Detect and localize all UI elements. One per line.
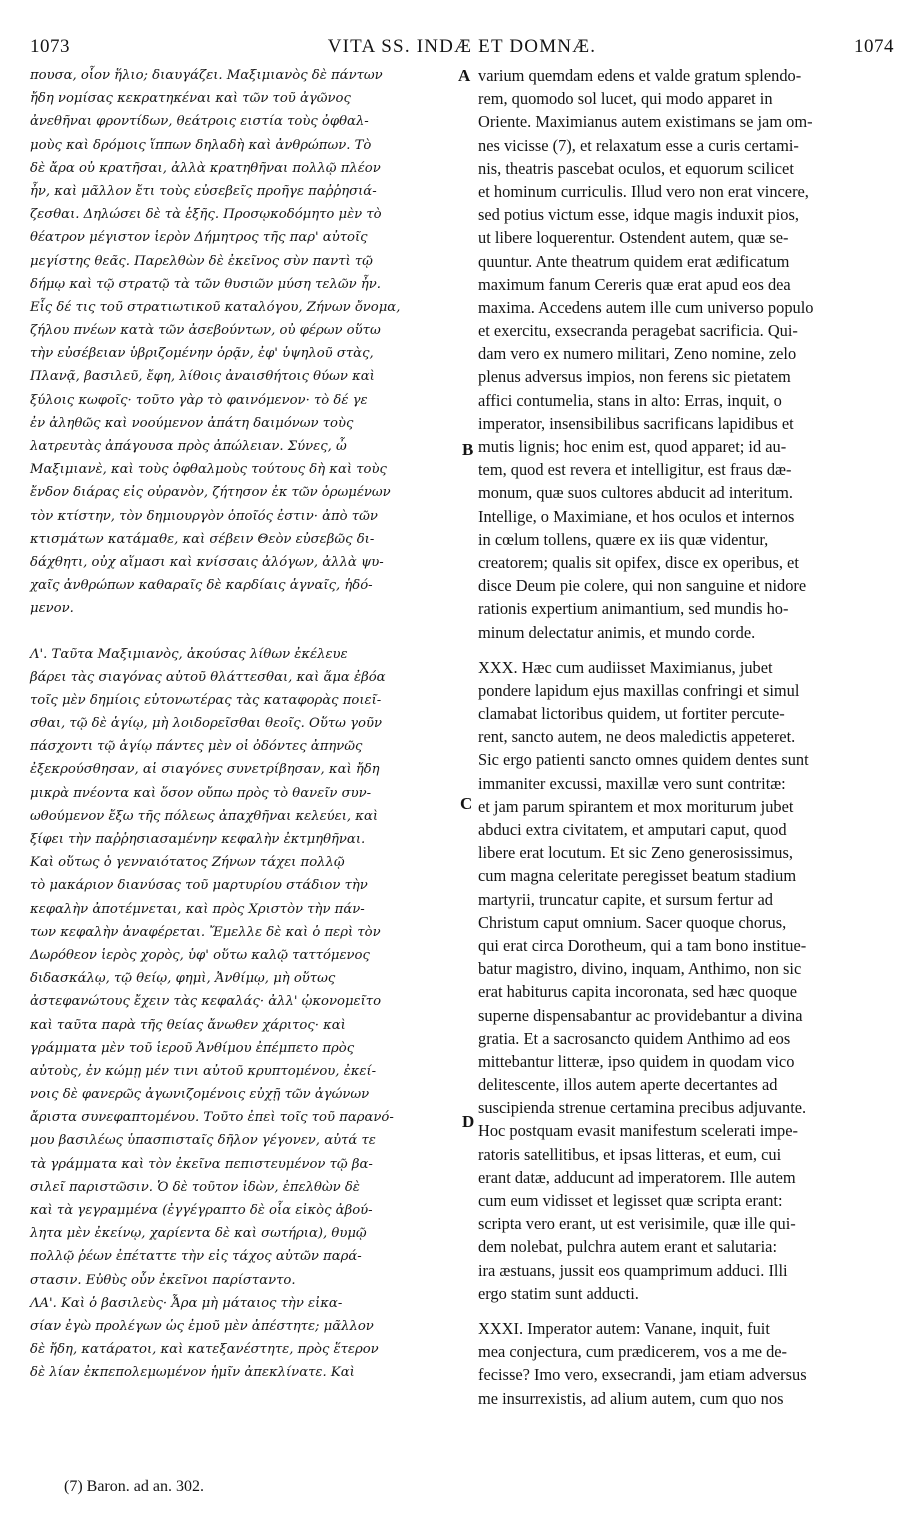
latin-text-paragraph-gap <box>478 644 896 656</box>
greek-text-line: σιλεῖ παριστῶσιν. Ὁ δὲ τοῦτον ἰδὼν, ἐπελθὼν δὲ <box>30 1179 360 1195</box>
latin-text-line: quuntur. Ante theatrum quidem erat ædificatum <box>478 251 790 271</box>
latin-text-line: erat habiturus capita incoronata, sed hæc quoque <box>478 982 798 1002</box>
running-header <box>30 36 894 66</box>
latin-text-line: monum, quæ suos cultores abducit ad interitum. <box>478 483 794 503</box>
latin-text-line: maxima. Accedens autem ille cum universo populo <box>478 297 814 317</box>
greek-text-line: ἀστεφανώτους ἔχειν τὰς κεφαλάς· ἀλλ' ᾠκονομεῖτο <box>30 994 382 1010</box>
greek-text-line: μεγίστης θεᾶς. Παρελθὼν δὲ ἐκεῖνος σὺν παντὶ τῷ <box>30 253 373 269</box>
latin-text-line: libere erat locutum. Et sic Zeno generosissimus, <box>478 843 793 863</box>
latin-text-line: mutis lignis; hoc enim est, quod apparet; id au- <box>478 437 787 456</box>
page-number-right: 1074 <box>854 36 894 57</box>
greek-text-line: Λ'. Ταῦτα Μαξιμιανὸς, ἀκούσας λίθων ἐκέλευε <box>30 646 348 662</box>
greek-text-line: τὸν κτίστην, τὸν δημιουργὸν ὁποῖός ἐστιν· ἀπὸ τῶν <box>30 508 378 524</box>
latin-text-line: maximum fanum Cereris quæ erat apud eos dea <box>478 274 791 294</box>
latin-text-line: Sic ergo patienti sancto omnes quidem dentes sunt <box>478 750 809 770</box>
greek-text-line: ἀνεθῆναι φροντίδων, θεάτροις ειστία τοὺς ὀφθαλ- <box>30 114 369 130</box>
greek-text-line: πάσχοντι τῷ ἁγίῳ πάντες μὲν οἱ ὀδόντες ἀπηνῶς <box>30 739 363 755</box>
greek-text-line: μικρὰ πνέοντα καὶ ὅσον οὔπω πρὸς τὸ θανεῖν συν- <box>30 785 372 801</box>
latin-text-line: rent, sancto autem, ne deos maledictis appeteret. <box>478 727 796 747</box>
latin-text-line: clamabat lictoribus quidem, ut fortiter percute- <box>478 704 785 724</box>
greek-text-line: τὴν εὐσέβειαν ὑβριζομένην ὁρᾷν, ἐφ' ὑψηλοῦ στὰς, <box>30 346 374 362</box>
greek-text-line: ἄριστα συνεφαπτομένου. Τοῦτο ἐπεὶ τοῖς τοῦ παρανό- <box>30 1110 394 1126</box>
latin-text-line: suscipienda strenue certamina precibus adjuvante. <box>478 1098 807 1118</box>
greek-text-line: ἔνδον διάρας εἰς οὐρανὸν, ζήτησον ἐκ τῶν ὁρωμένων <box>30 485 391 501</box>
greek-text-line: δάχθητι, οὐχ αἵμασι καὶ κνίσσαις ἀλόγων, ἀλλὰ ψυ- <box>30 554 384 570</box>
latin-text-line: batur magistro, divino, inquam, Anthimo, non sic <box>478 959 802 979</box>
latin-text-line: abduci extra civitatem, et amputari caput, quod <box>478 820 787 839</box>
latin-text-line: Intellige, o Maximiane, et hos oculos et internos <box>478 506 795 526</box>
greek-text-line: χαῖς ἀνθρώπων καθαραῖς δὲ καρδίαις ἁγναῖς, ἡδό- <box>30 578 373 594</box>
greek-text-line: δὲ λίαν ἐκπεπολεμωμένον ἡμῖν ἀπεκλίνατε. Καὶ <box>30 1365 355 1381</box>
latin-text-line: superne dispensabantur ac providebantur a divina <box>478 1005 803 1025</box>
latin-text-line: XXX. Hæc cum audiisset Maximianus, jubet <box>478 657 773 677</box>
latin-text-line: ergo statim sunt adducti. <box>478 1283 639 1303</box>
latin-text-line: rem, quomodo sol lucet, qui modo apparet in <box>478 89 773 109</box>
greek-text-line: τοῖς μὲν δημίοις εὐτονωτέρας τὰς καταφορὰς ποιεῖ- <box>30 692 382 708</box>
latin-text-paragraph-gap <box>478 1305 896 1317</box>
greek-text-line: λητα μὲν ἐκείνῳ, χαρίεντα δὲ καὶ σωτήρια), θυμῷ <box>30 1226 367 1242</box>
greek-text-line: σθαι, τῷ δὲ ἁγίῳ, μὴ λοιδορεῖσθαι θεοῖς. Οὕτω γοῦν <box>30 716 382 732</box>
latin-text-line: in cœlum tollens, quære ex iis quæ videntur, <box>478 529 769 549</box>
latin-column <box>478 64 896 1410</box>
latin-text-line: ira æstuans, jussit eos quamprimum adduci. Illi <box>478 1260 788 1280</box>
latin-text-line: mittebantur litteræ, ipso quidem in quodam vico <box>478 1051 795 1071</box>
greek-text-paragraph-gap <box>30 621 460 643</box>
latin-text-line: dam vero ex numero militari, Zeno nomine, zelo <box>478 344 797 364</box>
latin-text-line: me insurrexistis, ad alium autem, cum quo nos <box>478 1388 784 1408</box>
greek-text-line: βάρει τὰς σιαγόνας αὐτοῦ θλάττεσθαι, καὶ ἅμα ἐβόα <box>30 669 386 685</box>
greek-text-line: αὐτοὺς, ἐν κώμῃ μέν τινι αὐτοῦ κρυπτομένου, ἐκεί- <box>30 1063 377 1079</box>
latin-text-line: dem nolebat, pulchra autem erant et salutaria: <box>478 1237 778 1257</box>
latin-text-line: fecisse? Imo vero, exsecrandi, jam etiam adversus <box>478 1365 807 1385</box>
greek-text-line: ἐν ἀληθῶς καὶ νοούμενον ἀπάτη δαιμόνων τοὺς <box>30 415 354 431</box>
latin-text-line: rationis expertium animantium, sed mundis ho- <box>478 599 789 619</box>
footnote: (7) Baron. ad an. 302. <box>64 1478 204 1495</box>
greek-text-line: τὸ μακάριον διανύσας τοῦ μαρτυρίου στάδιον τὴν <box>30 878 368 894</box>
greek-text-line: διδασκάλῳ, τῷ θείῳ, φημὶ, Ἀνθίμῳ, μὴ οὕτως <box>30 971 336 987</box>
greek-text-line: Μαξιμιανὲ, καὶ τοὺς ὀφθαλμοὺς τούτους δὴ καὶ τοὺς <box>30 462 387 478</box>
latin-text-line: disce Deum pie colere, qui non sanguine et nidore <box>478 576 807 596</box>
margin-letter-b: B <box>462 440 474 459</box>
latin-text-line: gratia. Et a sacrosancto quidem Anthimo ad eos <box>478 1028 791 1048</box>
greek-text-line: μου βασιλέως ὑπασπισταῖς δῆλον γέγονεν, αὐτά τε <box>30 1133 376 1149</box>
latin-text-line: immaniter excussi, maxillæ vero sunt contritæ: <box>478 773 786 793</box>
greek-text-line: στασιν. Εὐθὺς οὖν ἐκεῖνοι παρίσταντο. <box>30 1272 296 1288</box>
greek-text-line: ξύλοις κωφοῖς· τοῦτο γὰρ τὸ φαινόμενον· τὸ δέ γε <box>30 392 368 408</box>
page-number-left: 1073 <box>30 36 70 57</box>
greek-text-line: θέατρον μέγιστον ἱερὸν Δήμητρος τῆς παρ' αὐτοῖς <box>30 230 368 246</box>
greek-text-line: δὲ ἄρα οὐ κρατῆσαι, ἀλλὰ κρατηθῆναι πολλῷ πλέον <box>30 160 381 176</box>
greek-text-line: ωθούμενον ἔξω τῆς πόλεως ἀπαχθῆναι κελεύει, καὶ <box>30 808 379 824</box>
latin-text-line: affici contumelia, stans in alto: Erras, inquit, o <box>478 390 782 410</box>
latin-text-line: qui erat circa Dorotheum, qui a tam bono institue- <box>478 935 807 955</box>
latin-text-line: cum eum vidisset et legisset quæ scripta erant: <box>478 1191 783 1210</box>
greek-text-line: νοις δὲ φανερῶς ἀγωνιζομένοις εὐχῇ τῶν ἀγώνων <box>30 1087 370 1103</box>
latin-text-line: pondere lapidum ejus maxillas confringi et simul <box>478 680 800 700</box>
greek-text-line: πουσα, οἷον ἥλιο; διαυγάζει. Μαξιμιανὸς δὲ πάντων <box>30 68 383 83</box>
latin-text-line: erant datæ, adducunt ad imperatorem. Ille autem <box>478 1167 796 1187</box>
greek-text-line: δὲ ἤδη, κατάρατοι, καὶ κατεξανέστητε, πρὸς ἕτερον <box>30 1342 379 1358</box>
greek-text-line: ζεσθαι. Δηλώσει δὲ τὰ ἑξῆς. Προσῳκοδόμητο μὲν τὸ <box>30 207 382 223</box>
greek-text-line: τὰ γράμματα καὶ τὸν ἐκεῖνα πεπιστευμένον τῷ βα- <box>30 1156 373 1172</box>
greek-text-line: Δωρόθεον ἱερὸς χορὸς, ὑφ' οὕτω καλῷ ταττόμενος <box>30 947 370 963</box>
greek-text-line: δήμῳ καὶ τῷ στρατῷ τὰ τῶν θυσιῶν μύση τελῶν ἦν. <box>30 276 381 292</box>
latin-text-line: scripta vero erant, ut est verisimile, quæ ille qui- <box>478 1214 796 1234</box>
greek-text-line: Πλανᾷ, βασιλεῦ, ἔφη, λίθοις ἀναισθήτοις θύων καὶ <box>30 369 375 385</box>
latin-text-line: sed potius victum esse, idque magis induxit pios, <box>478 205 799 225</box>
greek-text-line: πολλῷ ῥέων ἐπέταττε τὴν εἰς τάχος αὐτῶν παρά- <box>30 1249 362 1265</box>
latin-text-line: XXXI. Imperator autem: Vanane, inquit, fuit <box>478 1318 770 1338</box>
latin-text-line: ratoris satellitibus, et ipsas litteras, et eum, cui <box>478 1144 782 1164</box>
margin-letter-a: A <box>458 66 471 85</box>
latin-text-line: imperator, insensibilibus sacrificans lapidibus et <box>478 413 794 433</box>
greek-text-line: ἦν, καὶ μᾶλλον ἔτι τοὺς εὐσεβεῖς προῆγε παῤῥησιά- <box>30 183 377 199</box>
greek-text-line: καὶ τὰ γεγραμμένα (ἐγγέγραπτο δὲ οἷα εἰκὸς ἀβού- <box>30 1203 373 1218</box>
greek-text-line: κτισμάτων κατάμαθε, καὶ σέβειν Θεὸν εὐσεβῶς δι- <box>30 531 375 547</box>
greek-text-line: κεφαλὴν ἀποτέμνεται, καὶ πρὸς Χριστὸν τὴν πάν- <box>30 901 365 917</box>
latin-text-line: et jam parum spirantem et mox moriturum jubet <box>478 796 794 816</box>
latin-text-line: nes vicisse (7), et relaxatum esse a curis certami- <box>478 135 799 155</box>
latin-text-line: Oriente. Maximianus autem existimans se jam om- <box>478 112 813 132</box>
latin-text-line: nis, theatris pascebat oculos, et equorum scilicet <box>478 158 794 178</box>
greek-text-line: ἤδη νομίσας κεκρατηκέναι καὶ τῶν τοῦ ἀγῶνος <box>30 91 351 107</box>
greek-text-line: μενον. <box>30 601 74 617</box>
greek-text-line: Καὶ οὕτως ὁ γενναιότατος Ζήνων τάχει πολλῷ <box>30 855 345 871</box>
greek-text-line: σίαν ἐγὼ προλέγων ὡς ἐμοῦ μὲν ἀπέστητε; μᾶλλον <box>30 1318 374 1334</box>
latin-text-line: et exercitu, exsecranda peragebat sacrificia. Qui- <box>478 321 798 341</box>
greek-text-line: ξίφει τὴν παῤῥησιασαμένην κεφαλὴν ἐκτμηθῆναι. <box>30 832 366 847</box>
latin-text-line: mea conjectura, cum prædicerem, vos a me de- <box>478 1342 788 1362</box>
latin-text-line: varium quemdam edens et valde gratum splendo- <box>478 66 802 85</box>
latin-text-line: minum delectatur animis, et mundo corde. <box>478 622 756 642</box>
greek-text-line: ΛΑ'. Καὶ ὁ βασιλεὺς· Ἆρα μὴ μάταιος τὴν εἰκα- <box>30 1295 343 1311</box>
greek-text-line: ζήλου πνέων κατὰ τῶν ἀσεβούντων, οὐ φέρων οὕτω <box>30 323 381 339</box>
latin-text-line: tem, quod est revera et intelligitur, est fraus dæ- <box>478 460 792 480</box>
greek-column <box>30 64 460 1385</box>
latin-text-line: delitescente, illos autem aperte decertantes ad <box>478 1075 778 1095</box>
latin-text-line: creatorem; qualis sit opifex, disce ex operibus, et <box>478 552 799 572</box>
greek-text-line: λατρευτὰς ἀπάγουσα πρὸς ἀπώλειαν. Σύνες, ὦ <box>30 439 347 454</box>
latin-text-line: plenus adversus impios, non ferens sic pietatem <box>478 367 791 387</box>
margin-letter-c: C <box>460 794 473 813</box>
greek-text-line: μοὺς καὶ δρόμοις ἵππων δηλαδὴ καὶ ἀνθρώπων. Τὸ <box>30 137 372 153</box>
greek-text-line: γράμματα μὲν τοῦ ἱεροῦ Ἀνθίμου ἐπέμπετο πρὸς <box>30 1040 355 1056</box>
latin-text-line: ut libere loquerentur. Ostendent autem, quæ se- <box>478 228 789 248</box>
running-head-title: VITA SS. INDÆ ET DOMNÆ. <box>327 36 597 57</box>
margin-letter-d: D <box>462 1112 475 1131</box>
latin-text-line: martyrii, truncatur capite, et sursum fertur ad <box>478 889 773 909</box>
greek-text-line: Εἷς δέ τις τοῦ στρατιωτικοῦ καταλόγου, Ζήνων ὄνομα, <box>30 299 401 315</box>
latin-text-line: et hominum curriculis. Illud vero non erat vincere, <box>478 181 809 201</box>
latin-text-line: cum magna celeritate peregisset beatum stadium <box>478 866 797 886</box>
greek-text-line: των κεφαλὴν ἀναφέρεται. Ἔμελλε δὲ καὶ ὁ περὶ τὸν <box>30 924 381 940</box>
latin-text-line: Hoc postquam evasit manifestum scelerati impe- <box>478 1121 798 1141</box>
latin-text-line: Christum caput omnium. Sacer quoque chorus, <box>478 912 787 932</box>
greek-text-line: καὶ ταῦτα παρὰ τῆς θείας ἄνωθεν χάριτος· καὶ <box>30 1017 346 1033</box>
greek-text-line: ἐξεκρούσθησαν, αἱ σιαγόνες συνετρίβησαν, καὶ ἤδη <box>30 762 380 778</box>
